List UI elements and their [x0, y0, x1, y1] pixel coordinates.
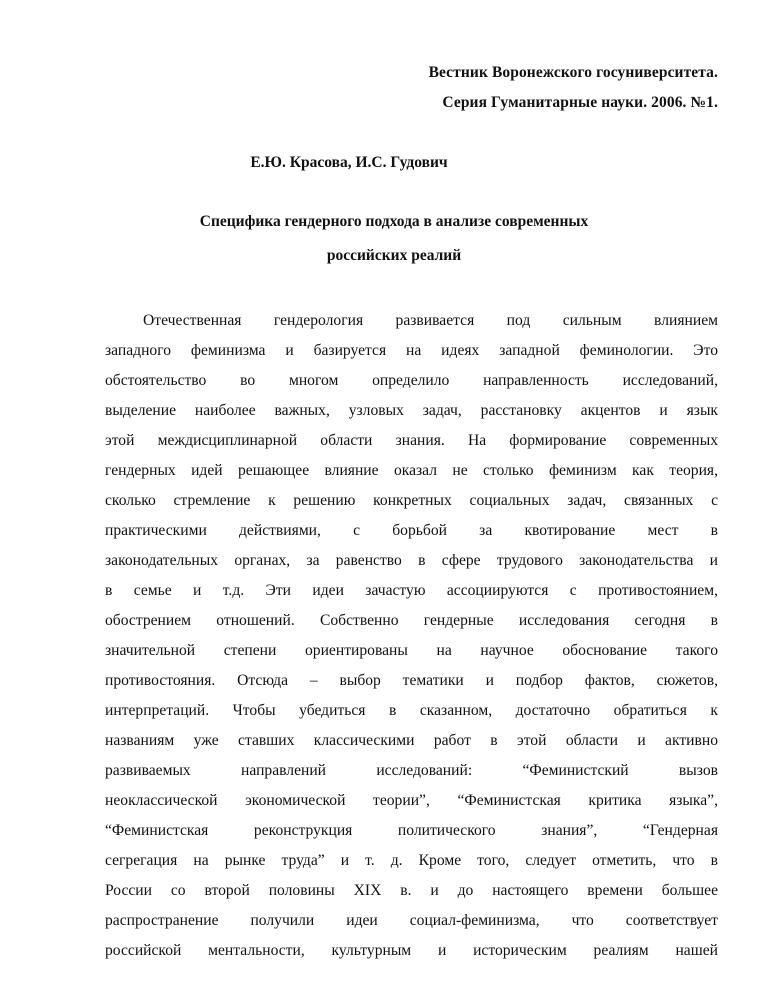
body-line: сегрегация на рынке труда” и т. д. Кроме того, следует отметить, что в [105, 852, 718, 869]
body-line: развиваемых направлений исследований: “Феминистский вызов [105, 762, 718, 779]
article-title-line-2: российских реалий [326, 247, 462, 264]
body-line: практическими действиями, с борьбой за квотирование мест в [105, 522, 718, 539]
body-line: законодательных органах, за равенство в сфере трудового законодательства и [105, 552, 718, 569]
body-line: России со второй половины XIX в. и до настоящего времени большее [105, 882, 718, 899]
journal-header [105, 0, 718, 118]
body-paragraph [105, 306, 718, 966]
body-line: значительной степени ориентированы на научное обоснование такого [105, 642, 718, 659]
journal-title-line: Вестник Воронежского госуниверситета. [428, 64, 718, 81]
body-line: интерпретаций. Чтобы убедиться в сказанном, достаточно обратиться к [105, 702, 718, 719]
journal-series-issue-line: Серия Гуманитарные науки. 2006. №1. [442, 94, 718, 111]
body-line: гендерных идей решающее влияние оказал не столько феминизм как теория, [105, 462, 718, 479]
page-content-column [105, 0, 718, 966]
article-title [105, 205, 718, 273]
body-line: российской ментальности, культурным и историческим реалиям нашей [105, 942, 718, 959]
body-line: в семье и т.д. Эти идеи зачастую ассоциируются с противостоянием, [105, 582, 718, 599]
body-line: “Феминистская реконструкция политического знания”, “Гендерная [105, 822, 718, 839]
body-line: названиям уже ставших классическими работ в этой области и активно [105, 732, 718, 749]
body-line: этой междисциплинарной области знания. На формирование современных [105, 432, 718, 449]
body-line: обстоятельство во многом определило направленность исследований, [105, 372, 718, 389]
article-title-line-1: Специфика гендерного подхода в анализе современных [199, 213, 589, 230]
body-line: выделение наиболее важных, узловых задач, расстановку акцентов и язык [105, 402, 718, 419]
body-line: западного феминизма и базируется на идеях западной феминологии. Это [105, 342, 718, 359]
body-line: обострением отношений. Собственно гендерные исследования сегодня в [105, 612, 718, 629]
body-line: распространение получили идеи социал-феминизма, что соответствует [105, 912, 718, 929]
body-line: сколько стремление к решению конкретных социальных задач, связанных с [105, 492, 718, 509]
body-line: противостояния. Отсюда – выбор тематики и подбор фактов, сюжетов, [105, 672, 718, 689]
body-line: неоклассической экономической теории”, “Феминистская критика языка”, [105, 792, 718, 809]
authors-line: Е.Ю. Красова, И.С. Гудович [250, 154, 448, 171]
body-line: Отечественная гендерология развивается под сильным влиянием [143, 312, 718, 329]
